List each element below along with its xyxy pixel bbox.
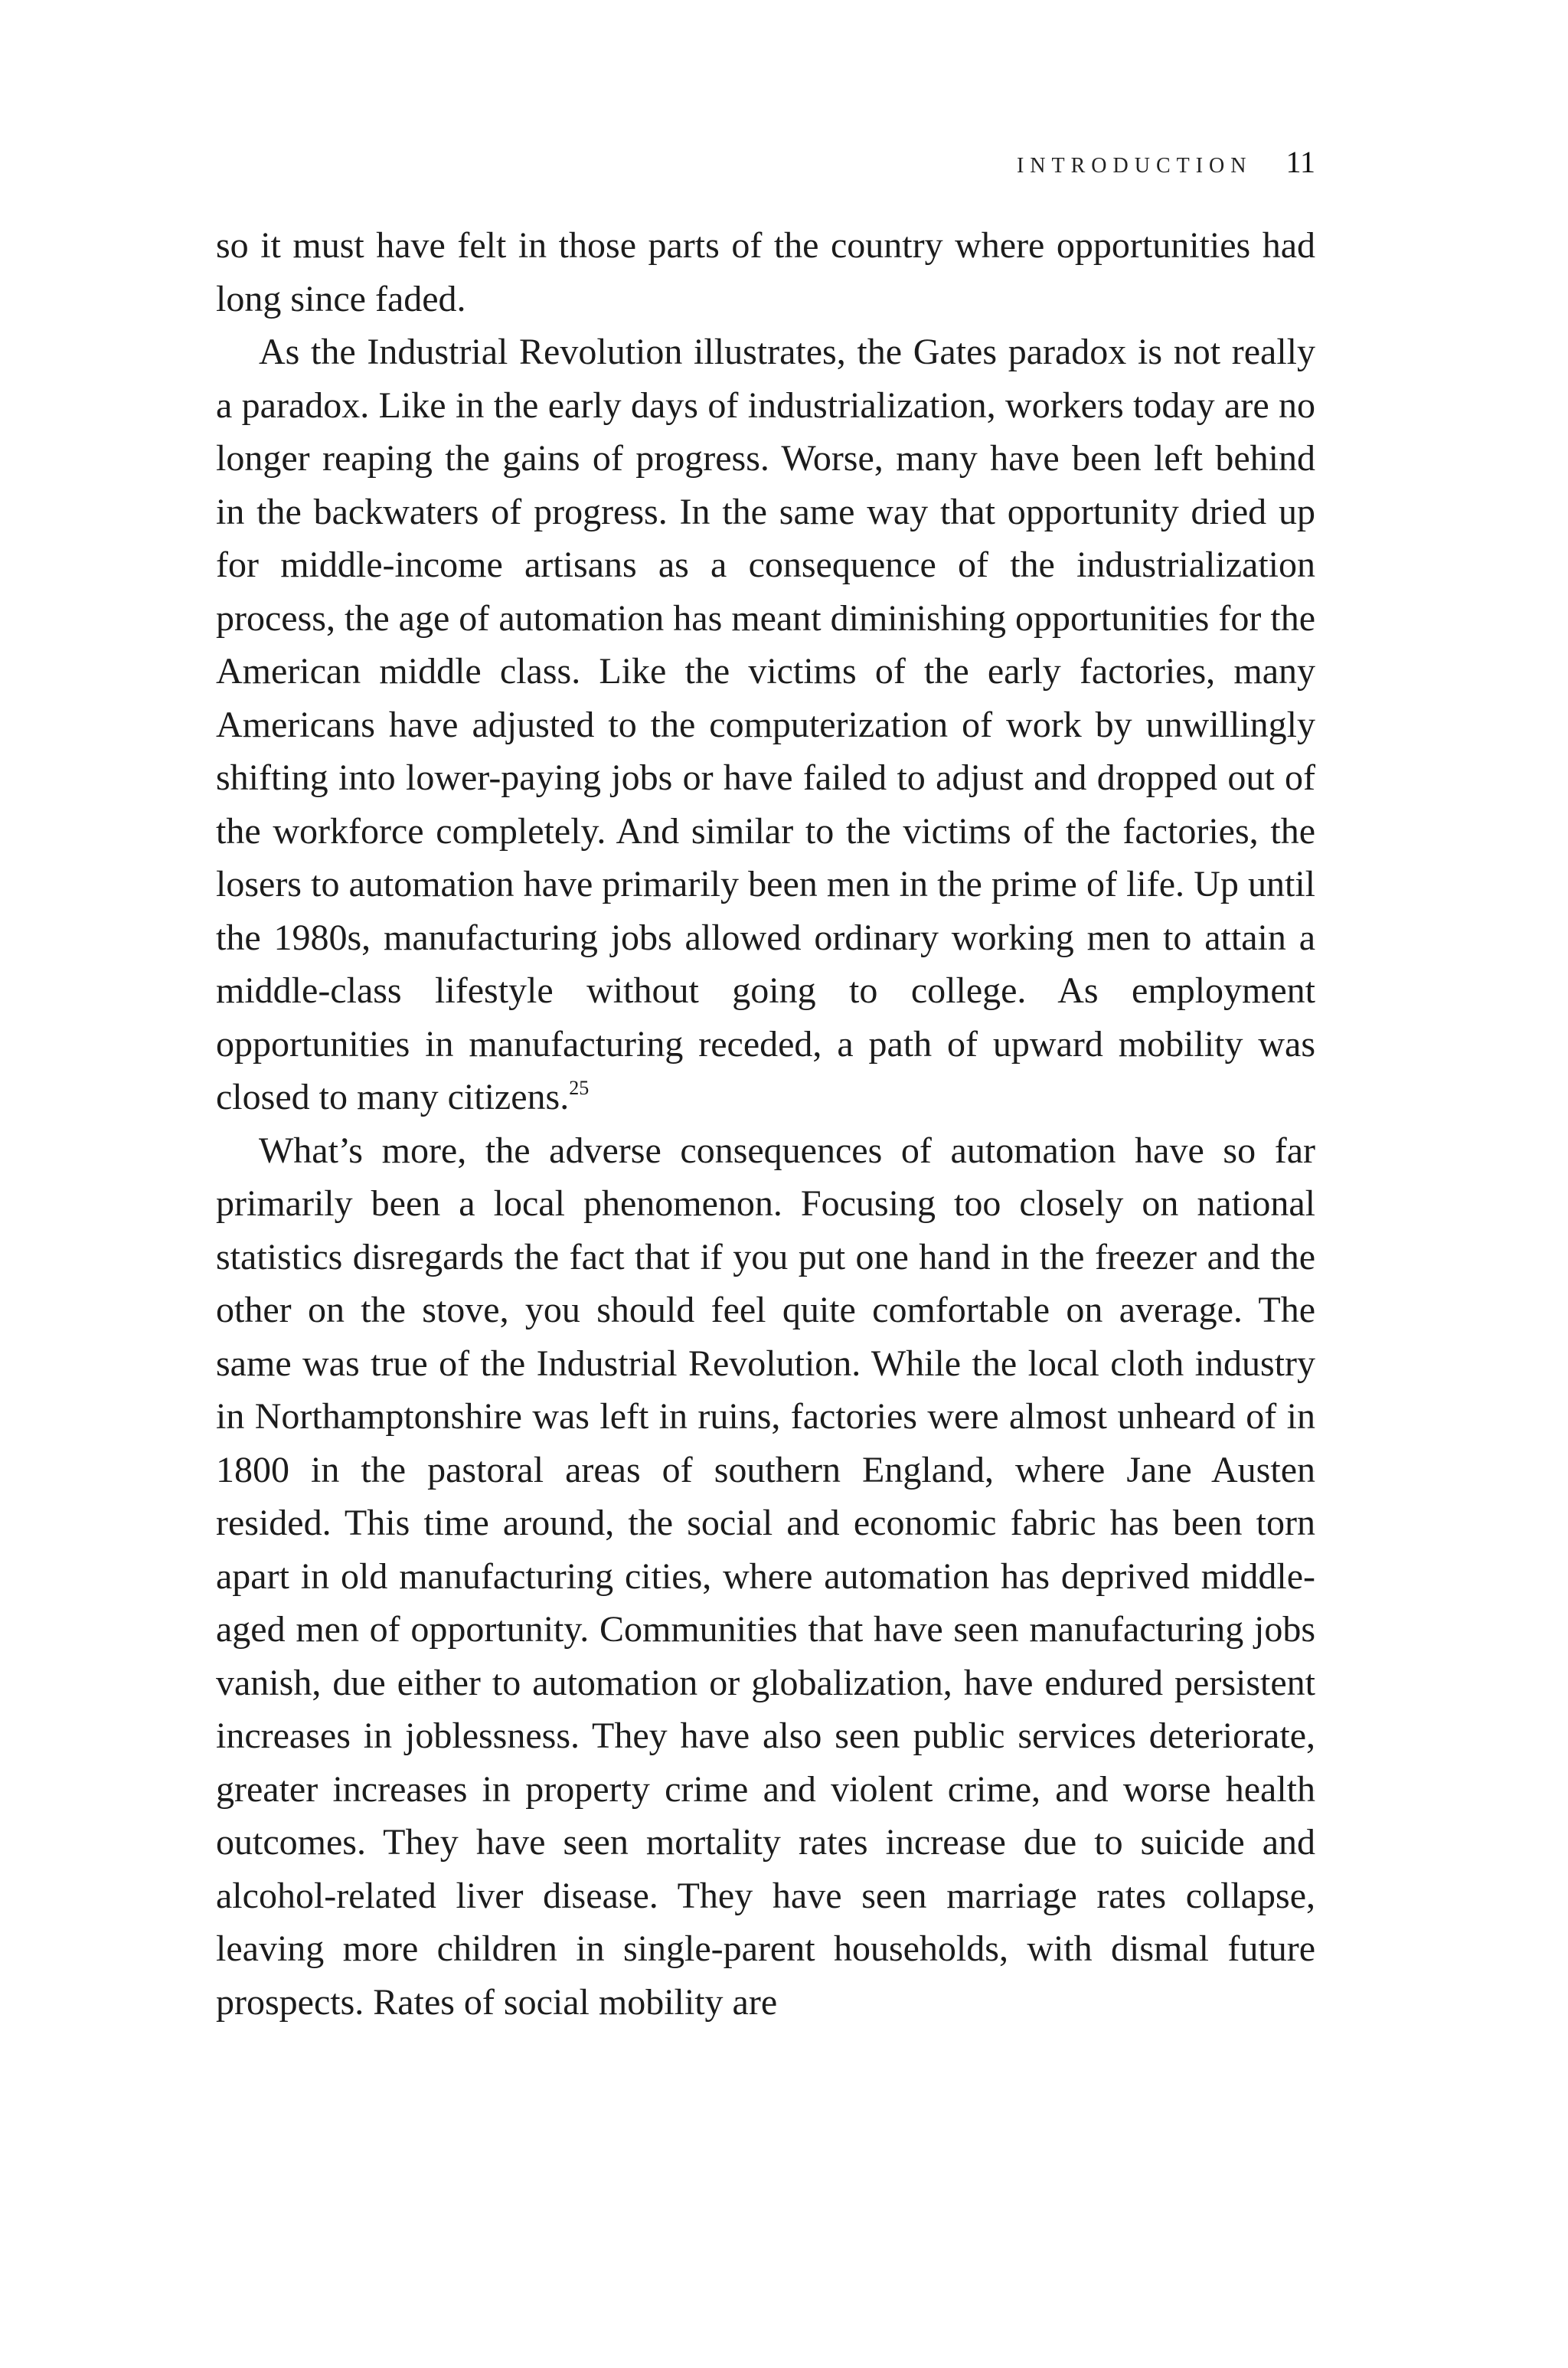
paragraph-1 bbox=[216, 219, 1315, 325]
paragraph-1-text: so it must have felt in those parts of the country where opportunities had long since faded. bbox=[216, 225, 1315, 319]
footnote-ref-25[interactable]: 25 bbox=[569, 1077, 590, 1099]
page-number: 11 bbox=[1285, 145, 1315, 179]
paragraph-3-text: What’s more, the adverse consequences of automation have so far primarily been a local phenomenon. Focusing too closely on national statistics disregards the fact that if you put one hand in the freezer and the other on the stove, you should feel quite comfortable on average. The same was true of the Industrial Revolution. While the local cloth industry in Northamptonshire was left in ruins, factories were almost unheard of in 1800 in the pastoral areas of southern England, where Jane Austen resided. This time around, the social and economic fabric has been torn apart in old manufacturing cities, where automation has deprived middle-aged men of opportunity. Communities that have seen manufacturing jobs vanish, due either to automation or globalization, have endured persistent increases in joblessness. They have also seen public services deteriorate, greater increases in property crime and violent crime, and worse health outcomes. They have seen mortality rates increase due to suicide and alcohol-related liver disease. They have seen marriage rates collapse, leaving more children in single-parent households, with dismal future prospects. Rates of social mobility are bbox=[216, 1130, 1315, 2023]
running-head-title: INTRODUCTION bbox=[1016, 154, 1253, 178]
paragraph-2 bbox=[216, 325, 1315, 1124]
paragraph-2-text: As the Industrial Revolution illustrates, the Gates paradox is not really a paradox. Like in the early days of industrialization, workers today are no longer reaping the gains of progress. Worse, many have been left behind in the backwaters of progress. In the same way that opportunity dried up for middle-income artisans as a consequence of the industrialization process, the age of automation has meant diminishing opportunities for the American middle class. Like the victims of the early factories, many Americans have adjusted to the computerization of work by unwillingly shifting into lower-paying jobs or have failed to adjust and dropped out of the workforce completely. And similar to the victims of the factories, the losers to automation have primarily been men in the prime of life. Up until the 1980s, manufacturing jobs allowed ordinary working men to attain a middle-class lifestyle without going to college. As employment opportunities in manufacturing receded, a path of upward mobility was closed to many citizens. bbox=[216, 332, 1315, 1117]
body-text bbox=[216, 219, 1315, 2029]
running-head bbox=[1017, 144, 1315, 180]
paragraph-3 bbox=[216, 1124, 1315, 2029]
